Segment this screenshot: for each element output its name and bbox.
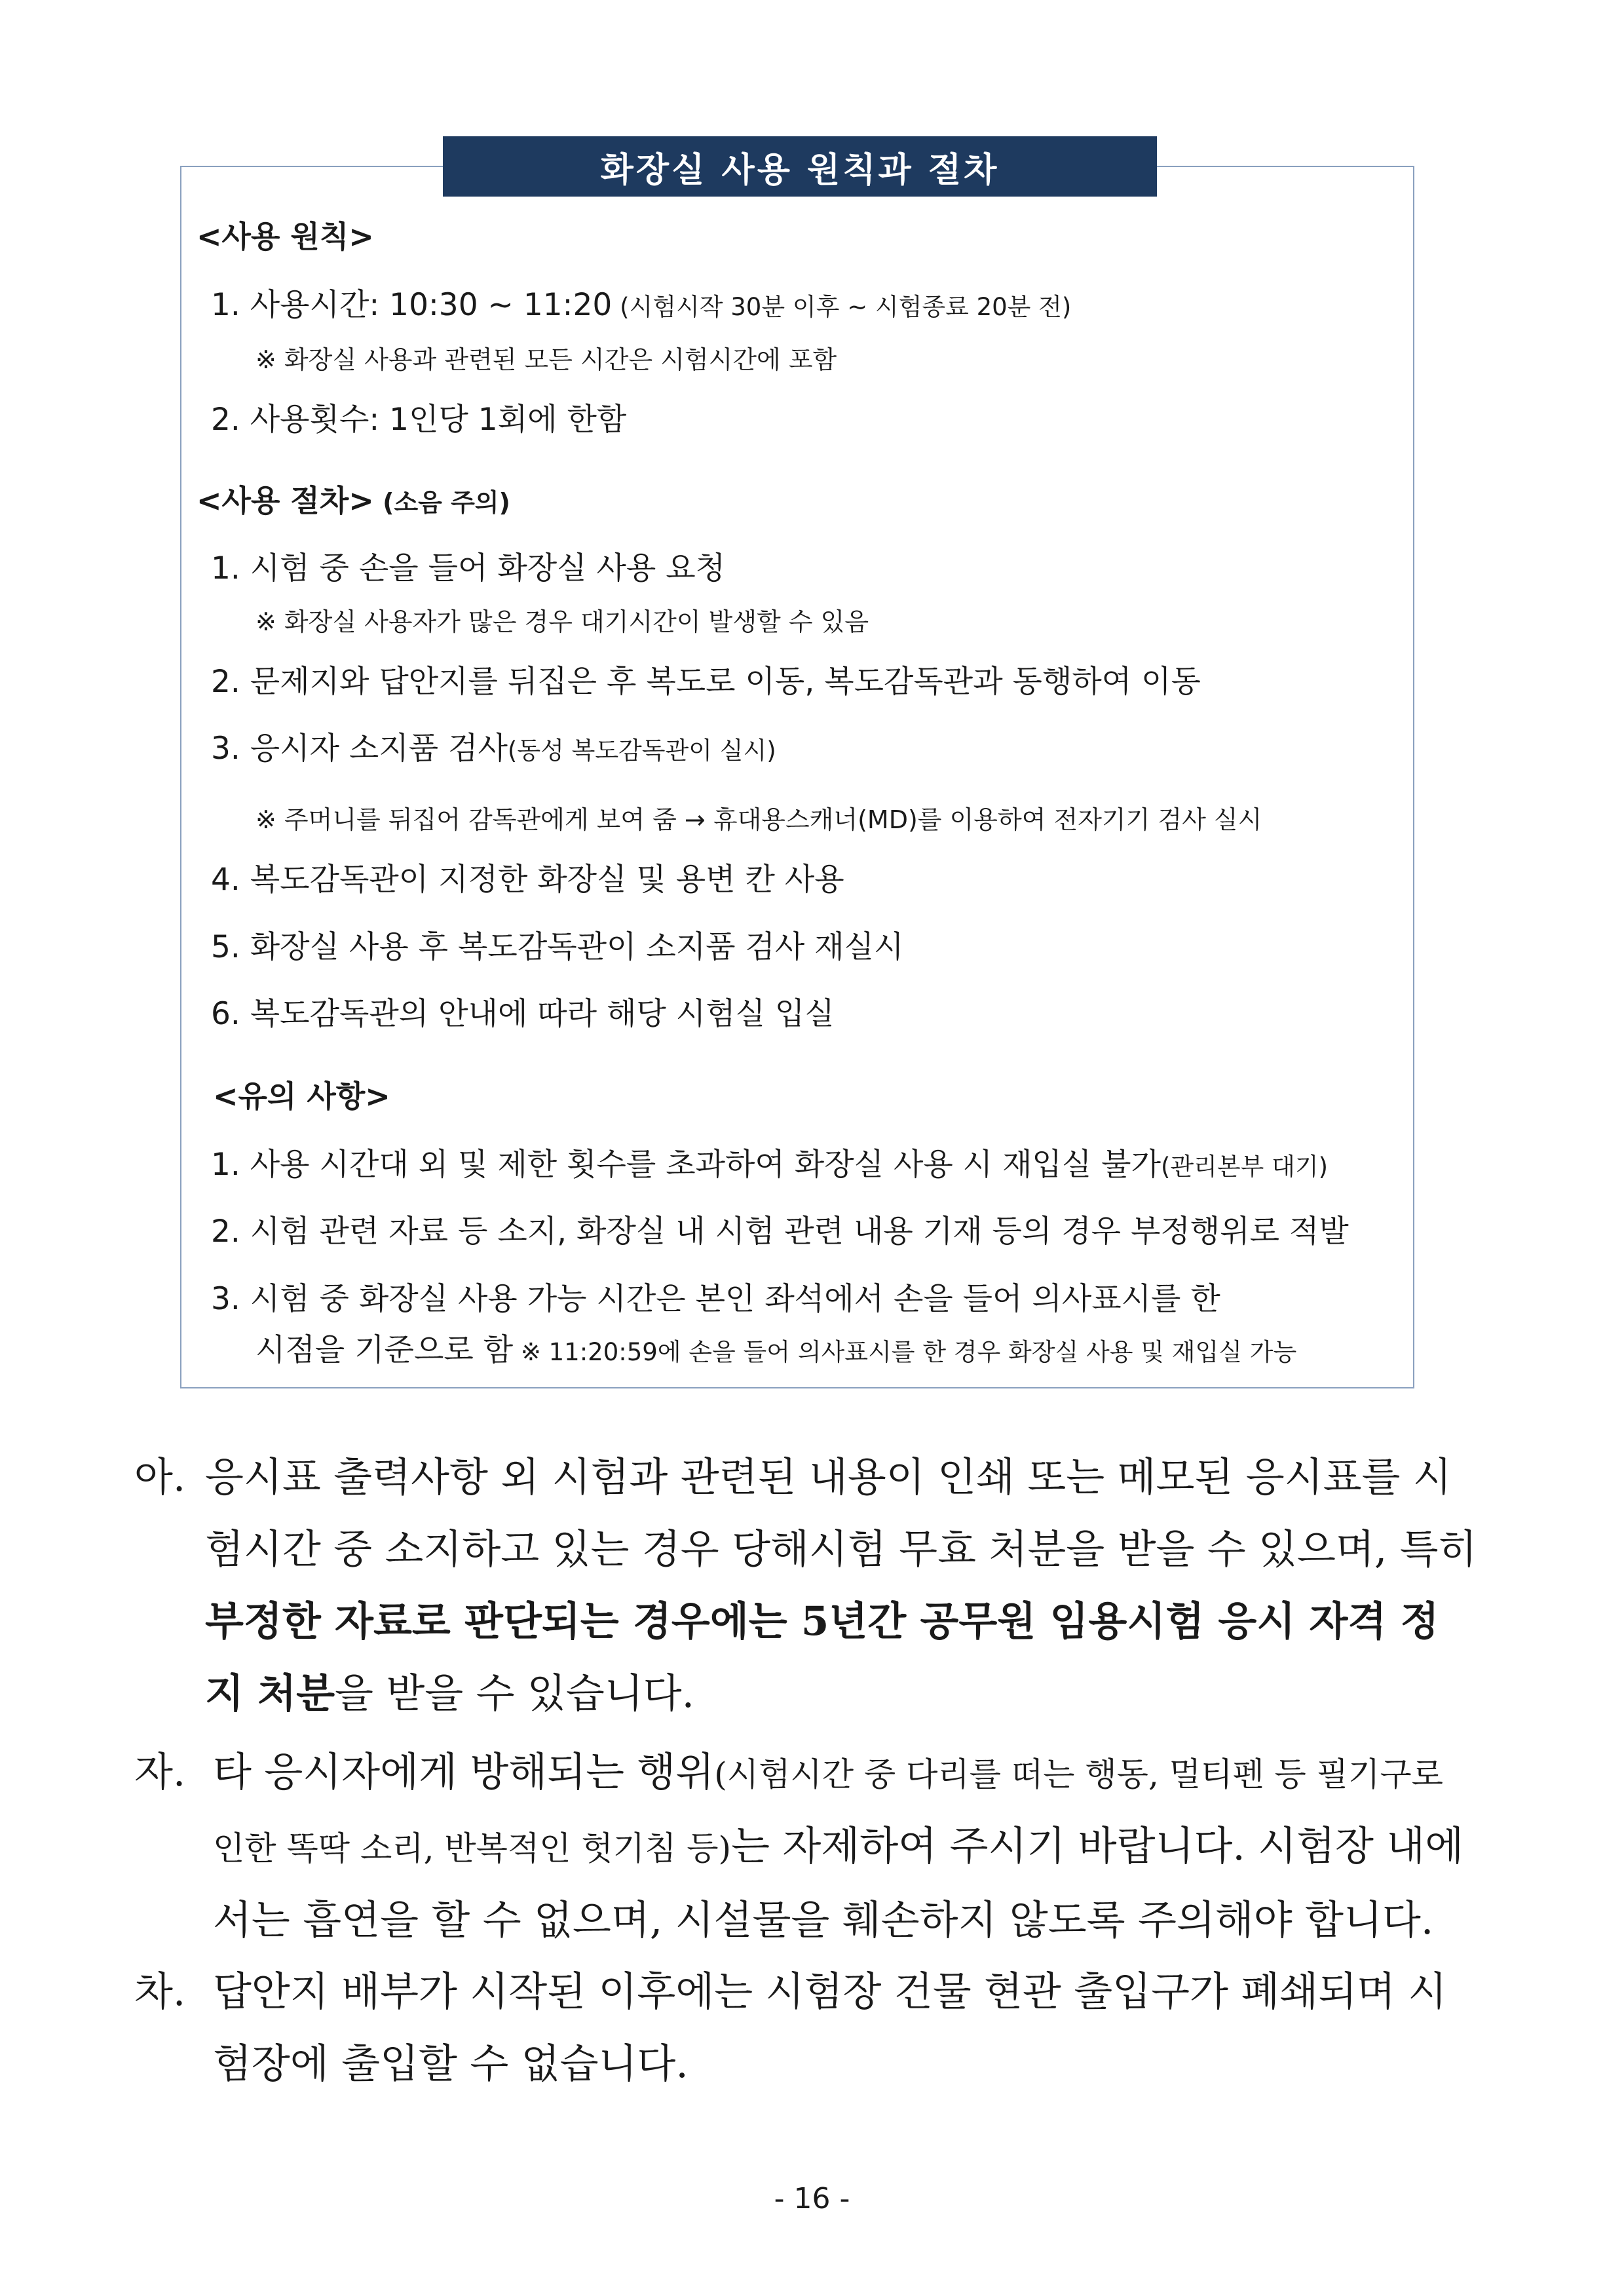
precaution-item-1 [211,1140,1328,1184]
principle-item-1-main: 1. 사용시간: 10:30 ~ 11:20 [211,287,613,323]
paragraph-b-paren-text: (시험시간 중 다리를 떠는 행동, 멀티펜 등 필기구로 인한 똑딱 소리, 반복적인 헛기침 등) [213,1755,1443,1867]
paragraph-c [134,1956,1477,2100]
box-title: 화장실 사용 원칙과 절차 [443,136,1157,197]
procedure-item-5: 5. 화장실 사용 후 복도감독관이 소지품 검사 재실시 [211,929,904,965]
procedure-item-3-paren: (동성 복도감독관이 실시) [507,737,776,765]
procedure-heading-suffix: (소음 주의) [373,488,510,517]
precaution-item-1-main: 1. 사용 시간대 외 및 제한 횟수를 초과하여 화장실 사용 시 재입실 불가 [211,1147,1161,1183]
precaution-item-3-line-1: 3. 시험 중 화장실 사용 가능 시간은 본인 좌석에서 손을 들어 의사표시를 한 [211,1281,1220,1317]
procedure-item-3 [211,724,776,768]
section-heading-precautions: <유의 사항> [213,1079,390,1114]
paragraph-c-body: 답안지 배부가 시작된 이후에는 시험장 건물 현관 출입구가 폐쇄되며 시험장에 출입할 수 없습니다. [213,1968,1447,2087]
precaution-item-3-line-2 [255,1326,1296,1369]
procedure-note-1: ※ 화장실 사용자가 많은 경우 대기시간이 발생할 수 있음 [255,607,869,636]
precaution-item-3-line-2-main: 시점을 기준으로 함 [255,1332,514,1368]
section-heading-usage-principle: <사용 원칙> [197,219,374,254]
paragraph-c-marker: 차. [134,1968,186,2015]
paragraph-b-marker: 자. [134,1749,186,1795]
paragraph-a-body [205,1442,1477,1730]
procedure-item-2: 2. 문제지와 답안지를 뒤집은 후 복도로 이동, 복도감독관과 동행하여 이동 [211,664,1201,700]
principle-item-1 [211,280,1071,324]
procedure-item-4: 4. 복도감독관이 지정한 화장실 및 용변 칸 사용 [211,862,844,898]
principle-note-1: ※ 화장실 사용과 관련된 모든 시간은 시험시간에 포함 [255,345,837,374]
paragraph-a-marker: 아. [134,1454,186,1501]
paragraph-a-bold-text: 부정한 자료로 판단되는 경우에는 5년간 공무원 임용시험 응시 자격 정지 처분 [205,1598,1439,1717]
paragraph-b-text-3: 는 자제하여 주시기 바랍니다. 시험장 내에서는 흡연을 할 수 없으며, 시설물을 훼손하지 않도록 주의해야 합니다. [213,1823,1464,1943]
procedure-item-1: 1. 시험 중 손을 들어 화장실 사용 요청 [211,550,726,586]
principle-item-2: 2. 사용횟수: 1인당 1회에 한함 [211,402,627,438]
precaution-item-1-paren: (관리본부 대기) [1160,1153,1329,1181]
precaution-item-3-note: ※ 11:20:59에 손을 들어 의사표시를 한 경우 화장실 사용 및 재입실 가능 [513,1338,1297,1366]
section-heading-usage-procedure [197,477,510,520]
procedure-heading-text: <사용 절차> [197,483,374,518]
principle-item-1-paren: (시험시작 30분 이후 ~ 시험종료 20분 전) [612,293,1072,321]
paragraph-a [134,1442,1477,1730]
paragraph-b-text-1: 타 응시자에게 방해되는 행위 [213,1749,715,1795]
procedure-item-6: 6. 복도감독관의 안내에 따라 해당 시험실 입실 [211,996,835,1032]
paragraph-a-text-1: 응시표 출력사항 외 시험과 관련된 내용이 인쇄 또는 메모된 응시표를 시험시간 중 소지하고 있는 경우 당해시험 무효 처분을 받을 수 있으며, 특히 [205,1454,1477,1573]
paragraph-b-body [213,1736,1477,1957]
paragraph-a-text-3: 을 받을 수 있습니다. [335,1670,694,1717]
procedure-note-3: ※ 주머니를 뒤집어 감독관에게 보여 줌 → 휴대용스캐너(MD)를 이용하여 전자기기 검사 실시 [255,805,1262,834]
procedure-item-3-main: 3. 응시자 소지품 검사 [211,731,508,767]
page-number: - 16 - [774,2182,850,2215]
paragraph-b [134,1736,1477,1957]
precaution-item-2: 2. 시험 관련 자료 등 소지, 화장실 내 시험 관련 내용 기재 등의 경우 부정행위로 적발 [211,1214,1349,1250]
